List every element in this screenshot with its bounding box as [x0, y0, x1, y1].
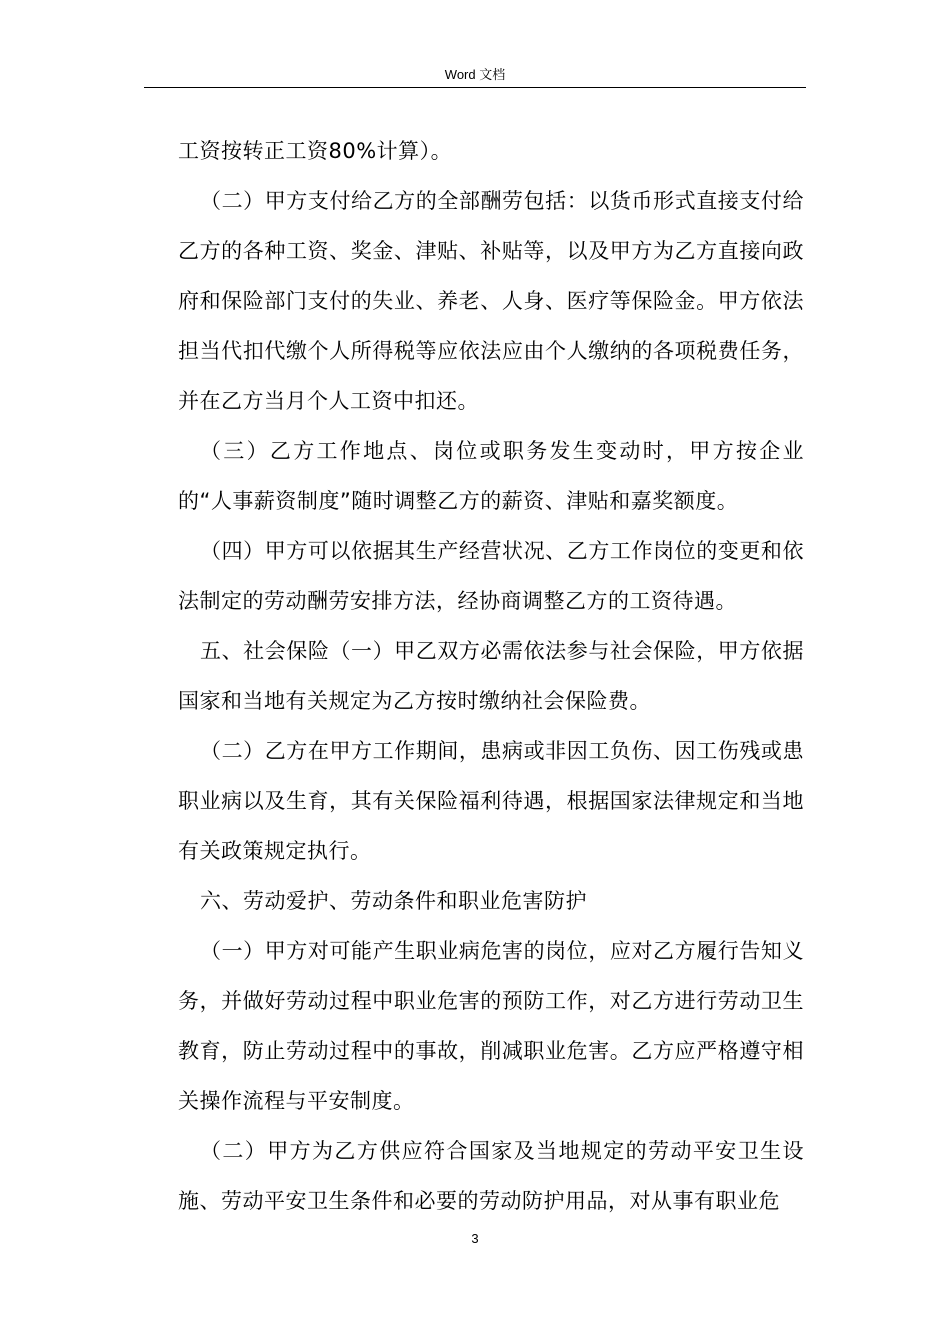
paragraph: （一）甲方对可能产生职业病危害的岗位，应对乙方履行告知义务，并做好劳动过程中职业危害的预防工作，对乙方进行劳动卫生教育，防止劳动过程中的事故，削减职业危害。乙方应严格遵守相关操作流程与平安制度。	[178, 939, 804, 1113]
document-body	[178, 126, 804, 1226]
page-header: Word 文档	[444, 67, 506, 82]
section-heading-labor-protection: 六、劳动爱护、劳动条件和职业危害防护	[200, 889, 587, 913]
section-heading-social-insurance: 五、社会保险（一）甲乙双方必需依法参与社会保险，甲方依据国家和当地有关规定为乙方按时缴纳社会保险费。	[178, 639, 804, 713]
paragraph: 工资按转正工资80%计算）。	[178, 139, 453, 163]
paragraph: （二）甲方为乙方供应符合国家及当地规定的劳动平安卫生设施、劳动平安卫生条件和必要的劳动防护用品，对从事有职业危	[178, 1139, 804, 1213]
paragraph: （二）甲方支付给乙方的全部酬劳包括：以货币形式直接支付给乙方的各种工资、奖金、津贴、补贴等，以及甲方为乙方直接向政府和保险部门支付的失业、养老、人身、医疗等保险金。甲方依法担当代扣代缴个人所得税等应依法应由个人缴纳的各项税费任务，并在乙方当月个人工资中扣还。	[178, 189, 804, 413]
paragraph: （二）乙方在甲方工作期间，患病或非因工负伤、因工伤残或患职业病以及生育，其有关保险福利待遇，根据国家法律规定和当地有关政策规定执行。	[178, 739, 804, 863]
header-divider	[144, 87, 806, 88]
paragraph: （三）乙方工作地点、岗位或职务发生变动时，甲方按企业的“人事薪资制度”随时调整乙方的薪资、津贴和嘉奖额度。	[178, 439, 804, 513]
paragraph: （四）甲方可以依据其生产经营状况、乙方工作岗位的变更和依法制定的劳动酬劳安排方法，经协商调整乙方的工资待遇。	[178, 539, 804, 613]
page-number: 3	[471, 1231, 479, 1246]
